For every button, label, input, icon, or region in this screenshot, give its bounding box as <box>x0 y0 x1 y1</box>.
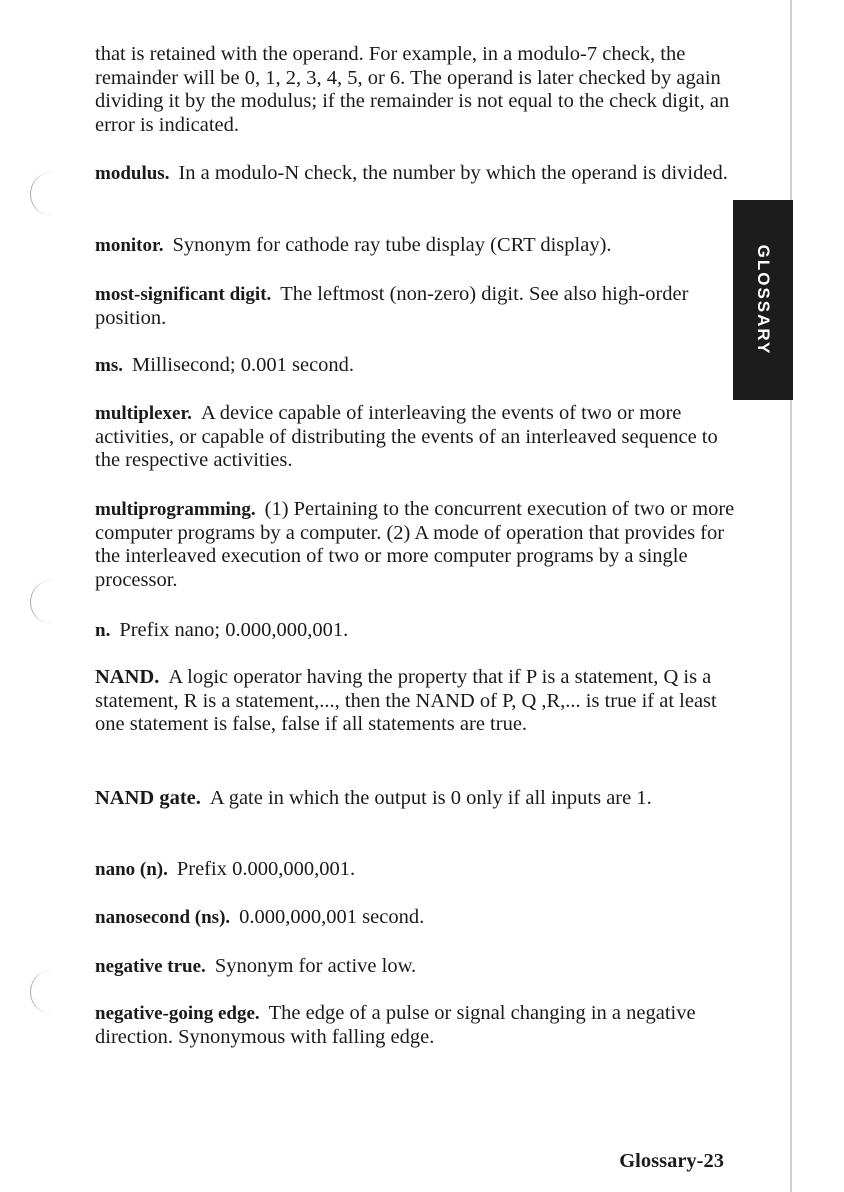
entry-definition: The edge of a pulse or signal changing in a negative direction. Synonymous with falling edge. <box>95 1002 696 1048</box>
glossary-entry <box>95 283 735 330</box>
entry-definition: Synonym for active low. <box>214 955 417 977</box>
page-footer: Glossary-23 <box>619 1150 724 1172</box>
entry-definition: The leftmost (non-zero) digit. See also high-order position. <box>95 283 689 329</box>
entry-definition: A logic operator having the property that if P is a statement, Q is a statement, R is a statement,..., then the NAND of P, Q ,R,... is true if at least one statement is false, false if all statements are true. <box>95 666 717 735</box>
glossary-entry <box>95 787 735 811</box>
entry-term: most-significant digit. <box>95 284 272 305</box>
entry-term: nano (n). <box>95 859 168 880</box>
glossary-entry <box>95 619 735 643</box>
entry-definition: Synonym for cathode ray tube display (CRT display). <box>172 234 612 256</box>
entry-definition: A gate in which the output is 0 only if all inputs are 1. <box>209 787 652 809</box>
entry-term: NAND. <box>95 666 160 688</box>
entry-term: nanosecond (ns). <box>95 907 231 928</box>
glossary-entry <box>95 498 735 592</box>
glossary-entry <box>95 666 735 737</box>
binder-hole-mark <box>30 580 53 624</box>
entry-term: ms. <box>95 355 123 376</box>
entry-definition: 0.000,000,001 second. <box>239 906 425 928</box>
entry-definition: Prefix nano; 0.000,000,001. <box>119 619 349 641</box>
entry-definition: (1) Pertaining to the concurrent execution of two or more computer programs by a computer. (2) A mode of operation that provides for the interleaved execution of two or more computer programs by a single processor. <box>95 498 735 591</box>
entry-definition: In a modulo-N check, the number by which the operand is divided. <box>178 162 728 184</box>
entry-definition: A device capable of interleaving the events of two or more activities, or capable of distributing the events of an interleaved sequence to the respective activities. <box>95 402 718 471</box>
glossary-entry <box>95 1002 735 1049</box>
glossary-entry <box>95 354 735 378</box>
entry-term: modulus. <box>95 163 170 184</box>
entry-term: NAND gate. <box>95 787 201 809</box>
entry-term: multiplexer. <box>95 403 192 424</box>
binder-hole-mark <box>30 172 53 216</box>
entry-term: negative true. <box>95 956 206 977</box>
glossary-entry <box>95 906 735 930</box>
glossary-entry <box>95 234 735 258</box>
page-edge-line <box>790 0 792 1192</box>
glossary-entry <box>95 162 735 186</box>
entry-term: monitor. <box>95 235 164 256</box>
entry-term: negative-going edge. <box>95 1003 260 1024</box>
section-tab-label: GLOSSARY <box>754 244 773 356</box>
entry-term: n. <box>95 620 111 641</box>
section-tab <box>733 200 793 400</box>
entry-term: multiprogramming. <box>95 499 256 520</box>
binder-hole-mark <box>30 970 53 1014</box>
entry-definition: Prefix 0.000,000,001. <box>176 858 356 880</box>
continuation-paragraph: that is retained with the operand. For example, in a modulo-7 check, the remainder will be 0, 1, 2, 3, 4, 5, or 6. The operand is later checked by again dividing it by the modulus; if the remainder is not equal to the check digit, an error is indicated. <box>95 43 730 136</box>
entry-definition: Millisecond; 0.001 second. <box>131 354 355 376</box>
glossary-entry <box>95 402 735 473</box>
glossary-entry <box>95 858 735 882</box>
glossary-entry <box>95 955 735 979</box>
